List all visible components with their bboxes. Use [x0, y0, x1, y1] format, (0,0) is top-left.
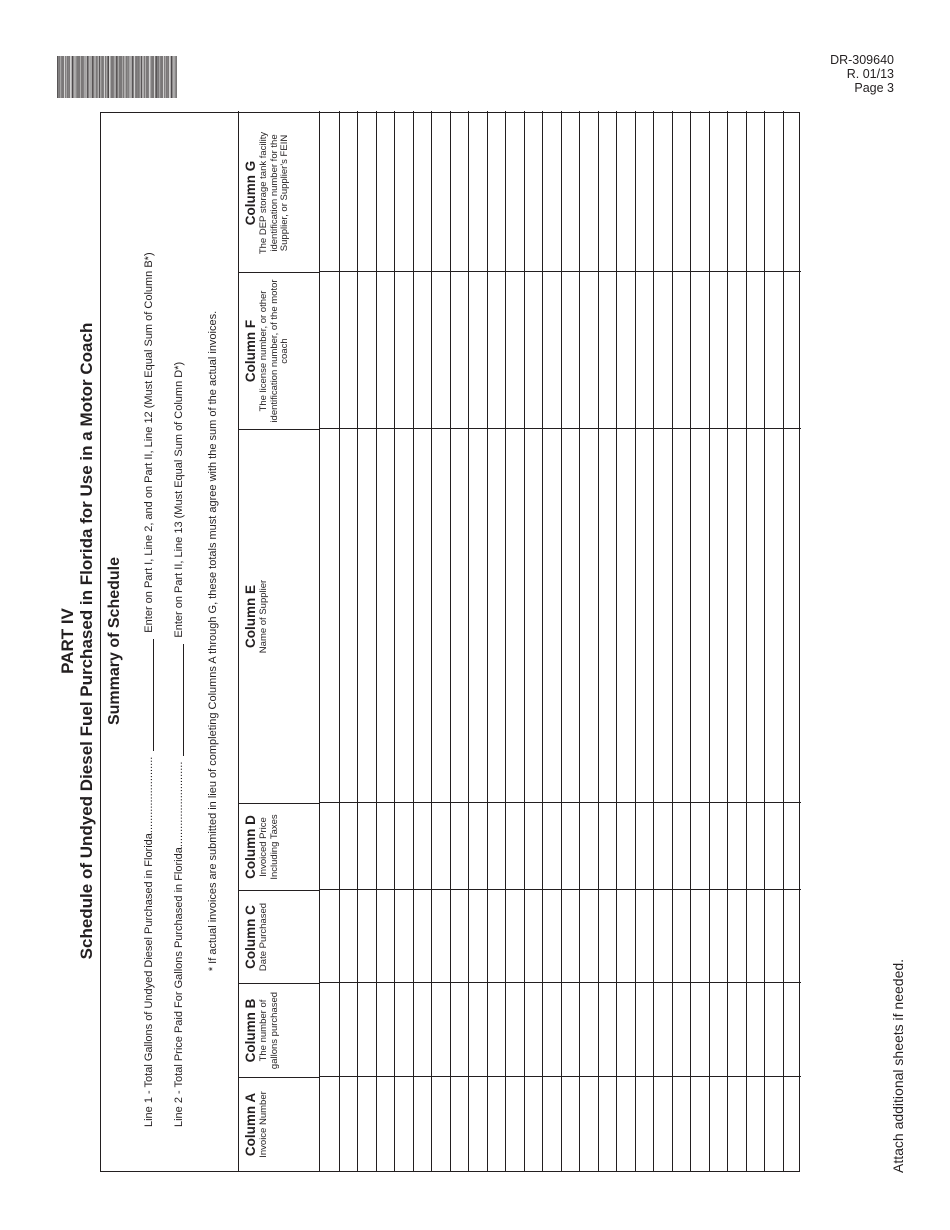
table-column-divider [320, 982, 801, 983]
page-number: Page 3 [854, 81, 894, 95]
barcode [57, 56, 950, 98]
column-c-title: Column C [243, 905, 258, 969]
table-body [319, 111, 800, 1171]
table-row-divider [450, 111, 451, 1171]
table-column-divider [320, 428, 801, 429]
column-g-header [239, 114, 319, 272]
column-f-title: Column F [243, 319, 258, 383]
column-e-description: Name of Supplier [258, 579, 269, 654]
table-row-divider [727, 111, 728, 1171]
table-row-divider [709, 111, 710, 1171]
column-e-header [239, 429, 319, 803]
column-e-title: Column E [243, 585, 258, 648]
summary-footnote: * If actual invoices are submitted in lieu of completing Columns A through G, these totals must agree with the sum of the actual invoices. [207, 310, 219, 972]
table-row-divider [394, 111, 395, 1171]
column-c-header [239, 890, 319, 983]
table-column-divider [320, 889, 801, 890]
table-row-divider [468, 111, 469, 1171]
line-2-field[interactable] [173, 644, 184, 756]
table-column-divider [320, 271, 801, 272]
table-row-divider [376, 111, 377, 1171]
attach-sheets-note: Attach additional sheets if needed. [890, 958, 906, 1173]
line-1-note: Enter on Part I, Line 2, and on Part II, Line 12 (Must Equal Sum of Column B*) [143, 252, 155, 633]
summary-line-1 [143, 252, 155, 1127]
table-row-divider [561, 111, 562, 1171]
table-row-divider [783, 111, 784, 1171]
column-d-title: Column D [243, 815, 258, 879]
table-row-divider [542, 111, 543, 1171]
column-b-header [239, 983, 319, 1077]
table-row-divider [690, 111, 691, 1171]
table-column-divider [320, 802, 801, 803]
column-d-description: Invoiced Price Including Taxes [258, 814, 280, 880]
schedule-table [238, 111, 799, 1171]
table-row-divider [764, 111, 765, 1171]
table-row-divider [653, 111, 654, 1171]
column-a-header [239, 1077, 319, 1171]
table-row-divider [524, 111, 525, 1171]
column-f-description: The license number, or other identification number, of the motor coach [258, 279, 290, 423]
form-number: DR-309640 [830, 53, 894, 67]
line-1-field[interactable] [143, 639, 154, 751]
part-heading: PART IV [58, 608, 77, 674]
column-g-title: Column G [243, 160, 258, 226]
table-row-divider [357, 111, 358, 1171]
summary-line-2 [173, 362, 185, 1127]
schedule-frame [100, 112, 800, 1172]
column-d-header [239, 803, 319, 890]
column-c-description: Date Purchased [258, 902, 269, 972]
form-identifier [830, 53, 894, 95]
table-row-divider [598, 111, 599, 1171]
table-row-divider [746, 111, 747, 1171]
table-row-divider [487, 111, 488, 1171]
line-2-note: Enter on Part II, Line 13 (Must Equal Sum of Column D*) [173, 361, 185, 638]
table-row-divider [635, 111, 636, 1171]
column-b-description: The number of gallons purchased [258, 991, 280, 1070]
column-a-title: Column A [243, 1092, 258, 1157]
table-column-divider [320, 1076, 801, 1077]
table-row-divider [505, 111, 506, 1171]
column-b-title: Column B [243, 998, 258, 1063]
table-row-divider [413, 111, 414, 1171]
table-row-divider [672, 111, 673, 1171]
page-title: Schedule of Undyed Diesel Fuel Purchased in Florida for Use in a Motor Coach [77, 322, 96, 960]
form-revision: R. 01/13 [846, 67, 894, 81]
rotated-schedule [55, 110, 803, 1172]
table-row-divider [339, 111, 340, 1171]
table-row-divider [579, 111, 580, 1171]
table-row-divider [431, 111, 432, 1171]
column-a-description: Invoice Number [258, 1091, 269, 1158]
line-2-label: Line 2 - Total Price Paid For Gallons Purchased in Florida............................ [173, 761, 185, 1127]
summary-heading: Summary of Schedule [106, 556, 123, 726]
column-g-description: The DEP storage tank facility identification number for the Supplier, or Supplier's FEIN [258, 131, 290, 255]
table-row-divider [616, 111, 617, 1171]
column-f-header [239, 272, 319, 429]
line-1-label: Line 1 - Total Gallons of Undyed Diesel Purchased in Florida......................... [143, 756, 155, 1127]
